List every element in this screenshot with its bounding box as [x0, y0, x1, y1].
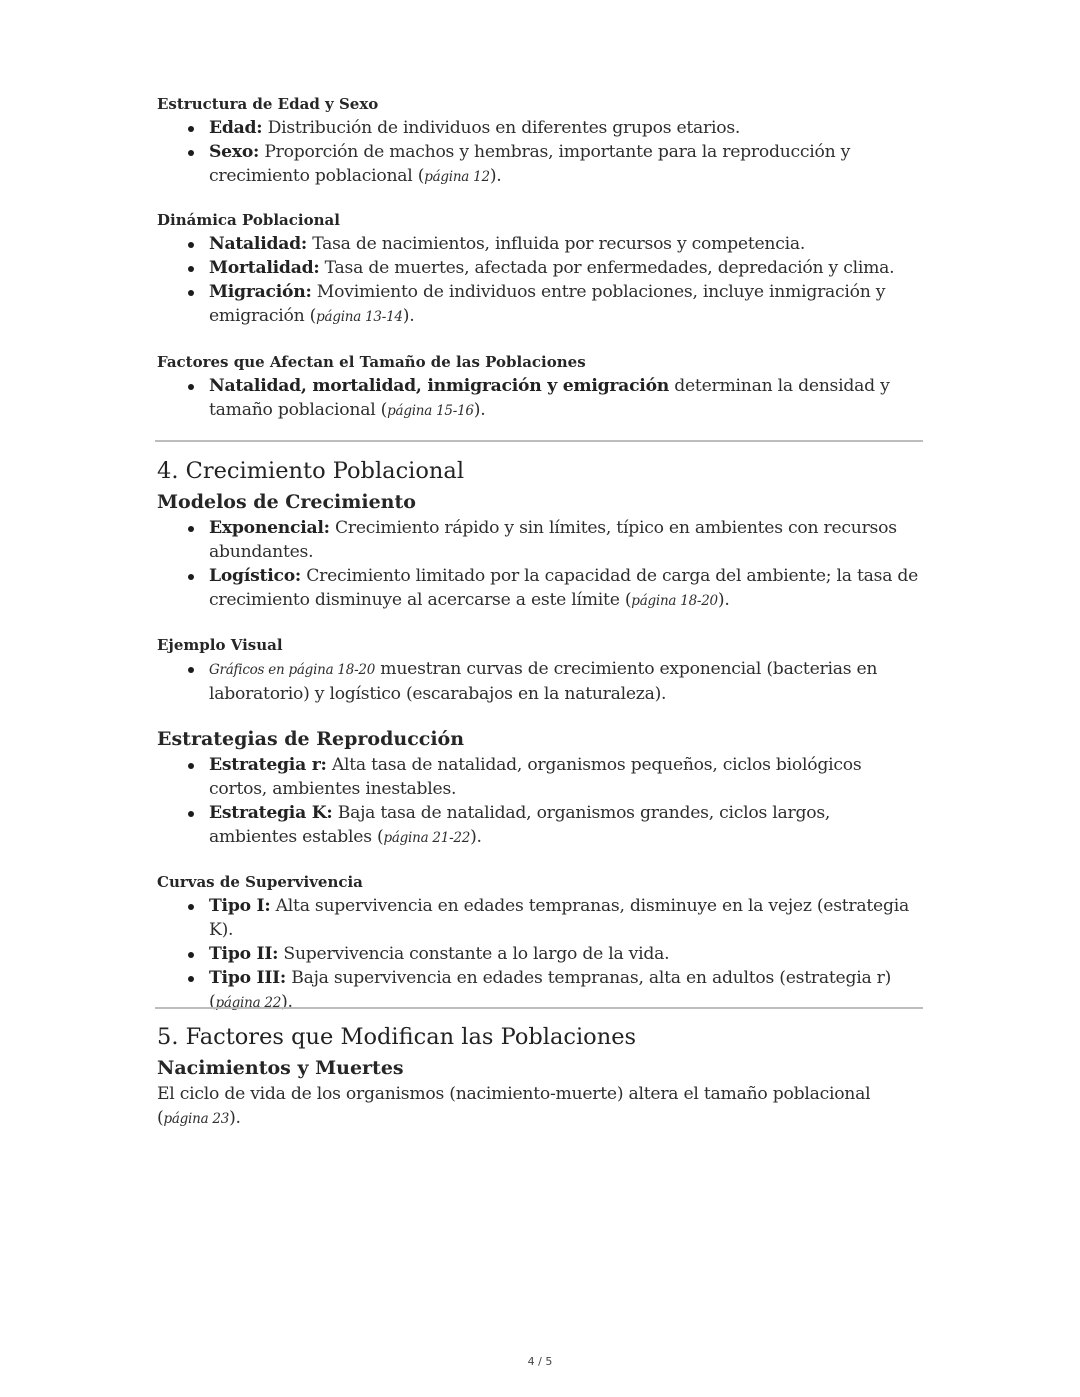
bullet-list [157, 374, 923, 423]
list-item [209, 801, 923, 850]
paragraph-text: El ciclo de vida de los organismos (nacimiento-muerte) altera el tamaño poblacional ( [157, 1084, 871, 1128]
item-text: determinan la densidad y tamaño poblacional ( [209, 376, 890, 420]
list-item [209, 753, 923, 801]
section-title: 5. Factores que Modifican las Poblaciones [157, 1024, 637, 1050]
section-factores [157, 350, 923, 423]
bullet-list [157, 516, 923, 613]
section-title: 4. Crecimiento Poblacional [157, 458, 465, 484]
list-item [209, 942, 923, 966]
list-item [209, 116, 923, 140]
section-divider [155, 1007, 923, 1009]
list-item [209, 516, 923, 564]
item-tail: ). [402, 306, 415, 326]
subsection-heading: Nacimientos y Muertes [157, 1057, 404, 1079]
list-item [209, 140, 923, 189]
term-label: Migración: [209, 282, 312, 302]
item-tail: ). [470, 827, 482, 847]
item-text: Supervivencia constante a lo largo de la vida. [278, 944, 670, 964]
term-label: Estrategia r: [209, 755, 327, 775]
item-text: Crecimiento rápido y sin límites, típico en ambientes con recursos abundantes. [209, 518, 897, 562]
page-reference: Gráficos en página 18-20 [209, 662, 376, 678]
subsection-heading: Estrategias de Reproducción [157, 728, 465, 750]
term-label: Tipo II: [209, 944, 279, 964]
page-reference: página 15-16 [387, 403, 474, 419]
page-reference: página 23 [163, 1111, 230, 1127]
term-label: Natalidad: [209, 234, 307, 254]
subsection-heading: Factores que Afectan el Tamaño de las Poblaciones [157, 353, 586, 371]
subsection-heading: Curvas de Supervivencia [157, 873, 363, 891]
paragraph [157, 1082, 923, 1131]
subsection-heading: Estructura de Edad y Sexo [157, 95, 379, 113]
section-curvas [157, 870, 923, 1015]
item-text: Distribución de individuos en diferentes grupos etarios. [262, 118, 741, 138]
list-item [209, 894, 923, 942]
subsection-heading: Modelos de Crecimiento [157, 491, 416, 513]
item-text: Baja supervivencia en edades tempranas, alta en adultos (estrategia r) ( [209, 968, 892, 1012]
bullet-list [157, 894, 923, 1015]
bullet-list [157, 232, 923, 329]
term-label: Sexo: [209, 142, 260, 162]
term-label: Mortalidad: [209, 258, 320, 278]
term-label: Tipo I: [209, 896, 271, 916]
term-label: Exponencial: [209, 518, 330, 538]
page-reference: página 13-14 [316, 309, 403, 325]
paragraph-tail: ). [229, 1108, 241, 1128]
term-label: Estrategia K: [209, 803, 333, 823]
list-item [209, 374, 923, 423]
page-indicator: 4 / 5 [527, 1355, 553, 1368]
term-label: Edad: [209, 118, 263, 138]
page-reference: página 22 [215, 995, 282, 1011]
term-label: Natalidad, mortalidad, inmigración y emigración [209, 376, 670, 396]
item-text: Tasa de muertes, afectada por enfermedades, depredación y clima. [319, 258, 895, 278]
subsection-heading: Dinámica Poblacional [157, 211, 340, 229]
list-item [209, 280, 923, 329]
list-item [209, 657, 923, 706]
page-reference: página 18-20 [631, 593, 718, 609]
bullet-list [157, 116, 923, 189]
item-text: Alta supervivencia en edades tempranas, disminuye en la vejez (estrategia K). [209, 896, 909, 940]
section-divider [155, 440, 923, 442]
item-tail: ). [489, 166, 502, 186]
bullet-list [157, 657, 923, 706]
section-modifican [157, 1020, 923, 1131]
section-estructura [157, 92, 923, 189]
item-tail: ). [717, 590, 730, 610]
item-text: Alta tasa de natalidad, organismos pequeños, ciclos biológicos cortos, ambientes inestables. [209, 755, 862, 799]
section-crecimiento [157, 454, 923, 613]
item-text: Crecimiento limitado por la capacidad de carga del ambiente; la tasa de crecimiento disminuye al acercarse a este límite ( [209, 566, 919, 610]
page-reference: página 21-22 [383, 830, 471, 846]
bullet-list [157, 753, 923, 850]
item-tail: ). [473, 400, 486, 420]
item-tail: ). [281, 992, 293, 1012]
section-ejemplo-visual [157, 633, 923, 706]
section-estrategias [157, 725, 923, 850]
list-item [209, 232, 923, 256]
item-text: Tasa de nacimientos, influida por recursos y competencia. [307, 234, 806, 254]
list-item [209, 256, 923, 280]
item-text: Movimiento de individuos entre poblaciones, incluye inmigración y emigración ( [209, 282, 886, 326]
item-text: muestran curvas de crecimiento exponencial (bacterias en laboratorio) y logístico (escarabajos en la naturaleza). [209, 659, 878, 704]
subsection-heading: Ejemplo Visual [157, 636, 283, 654]
list-item [209, 564, 923, 613]
term-label: Tipo III: [209, 968, 286, 988]
section-dinamica [157, 208, 923, 329]
item-text: Baja tasa de natalidad, organismos grandes, ciclos largos, ambientes estables ( [209, 803, 831, 847]
page-reference: página 12 [424, 169, 490, 185]
term-label: Logístico: [209, 566, 302, 586]
item-text: Proporción de machos y hembras, importante para la reproducción y crecimiento poblacional ( [209, 142, 851, 186]
